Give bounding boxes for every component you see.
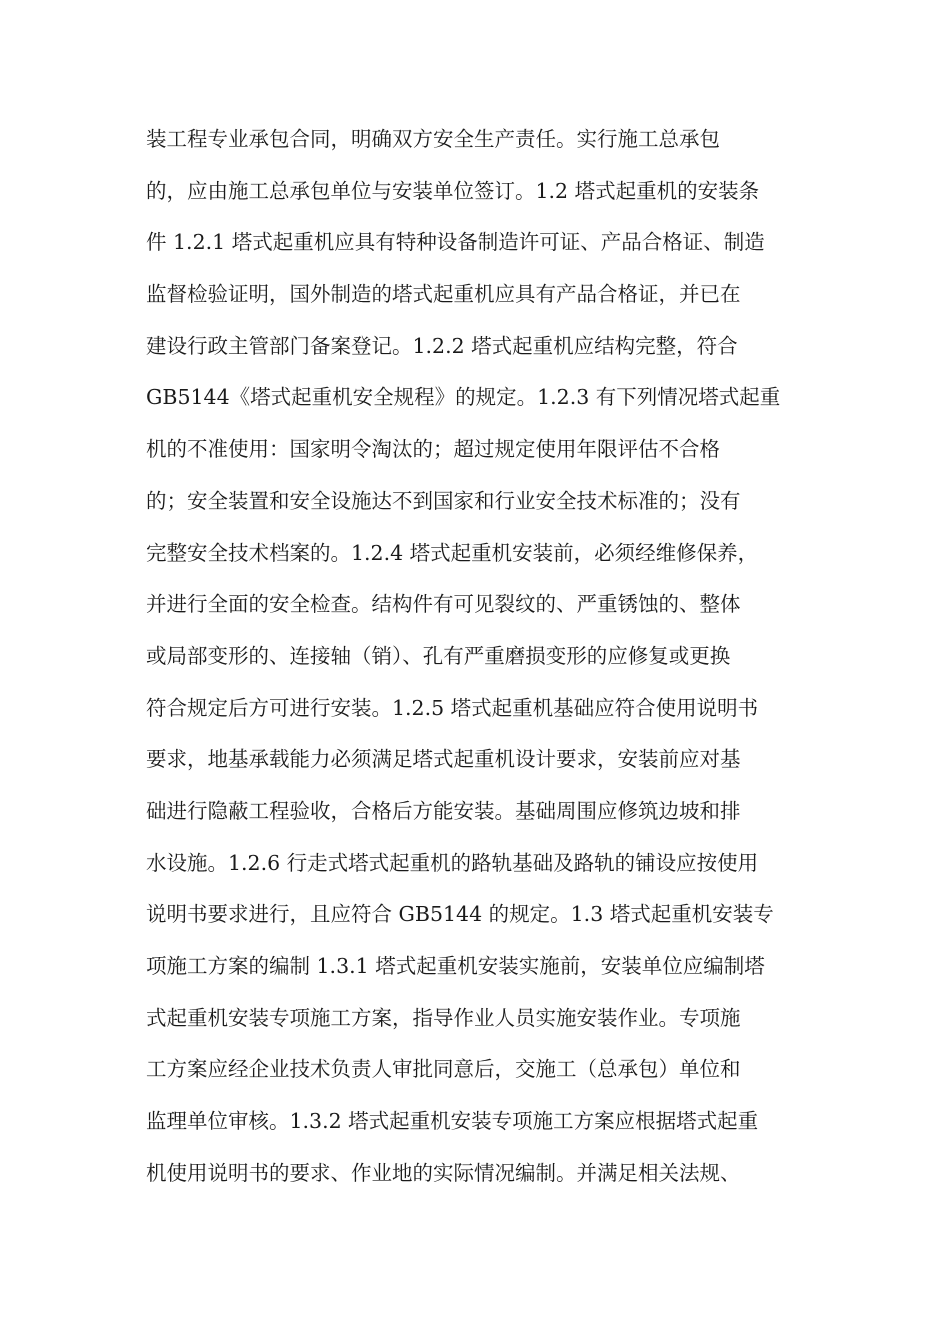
text-line: 要求，地基承载能力必须满足塔式起重机设计要求，安装前应对基 — [146, 747, 741, 772]
text-line: 说明书要求进行，且应符合 GB5144 的规定。1.3 塔式起重机安装专 — [146, 902, 774, 927]
text-line: 项施工方案的编制 1.3.1 塔式起重机安装实施前，安装单位应编制塔 — [146, 954, 765, 978]
text-line: 工方案应经企业技术负责人审批同意后，交施工（总承包）单位和 — [146, 1057, 741, 1082]
text-line: GB5144《塔式起重机安全规程》的规定。1.2.3 有下列情况塔式起重 — [146, 385, 781, 410]
text-line: 式起重机安装专项施工方案，指导作业人员实施安装作业。专项施 — [146, 1005, 741, 1030]
text-line: 或局部变形的、连接轴（销）、孔有严重磨损变形的应修复或更换 — [146, 643, 731, 668]
text-line: 符合规定后方可进行安装。1.2.5 塔式起重机基础应符合使用说明书 — [146, 695, 759, 720]
text-line: 件 1.2.1 塔式起重机应具有特种设备制造许可证、产品合格证、制造 — [146, 230, 765, 255]
text-line: 监理单位审核。1.3.2 塔式起重机安装专项施工方案应根据塔式起重 — [146, 1109, 759, 1134]
text-line: 础进行隐蔽工程验收，合格后方能安装。基础周围应修筑边坡和排 — [146, 798, 741, 823]
text-line: 装工程专业承包合同，明确双方安全生产责任。实行施工总承包 — [146, 127, 720, 151]
body-text — [146, 118, 826, 1203]
text-line: 完整安全技术档案的。1.2.4 塔式起重机安装前，必须经维修保养， — [146, 540, 759, 565]
text-line: 建设行政主管部门备案登记。1.2.2 塔式起重机应结构完整，符合 — [146, 333, 738, 358]
text-line: 水设施。1.2.6 行走式塔式起重机的路轨基础及路轨的铺设应按使用 — [146, 850, 759, 875]
text-line: 的，应由施工总承包单位与安装单位签订。1.2 塔式起重机的安装条 — [146, 178, 760, 203]
text-line: 并进行全面的安全检查。结构件有可见裂纹的、严重锈蚀的、整体 — [146, 592, 741, 617]
text-line: 机使用说明书的要求、作业地的实际情况编制。并满足相关法规、 — [146, 1160, 741, 1185]
text-line: 的；安全装置和安全设施达不到国家和行业安全技术标准的；没有 — [146, 488, 741, 513]
text-line: 监督检验证明，国外制造的塔式起重机应具有产品合格证，并已在 — [146, 282, 741, 307]
text-line: 机的不准使用：国家明令淘汰的；超过规定使用年限评估不合格 — [146, 437, 720, 462]
